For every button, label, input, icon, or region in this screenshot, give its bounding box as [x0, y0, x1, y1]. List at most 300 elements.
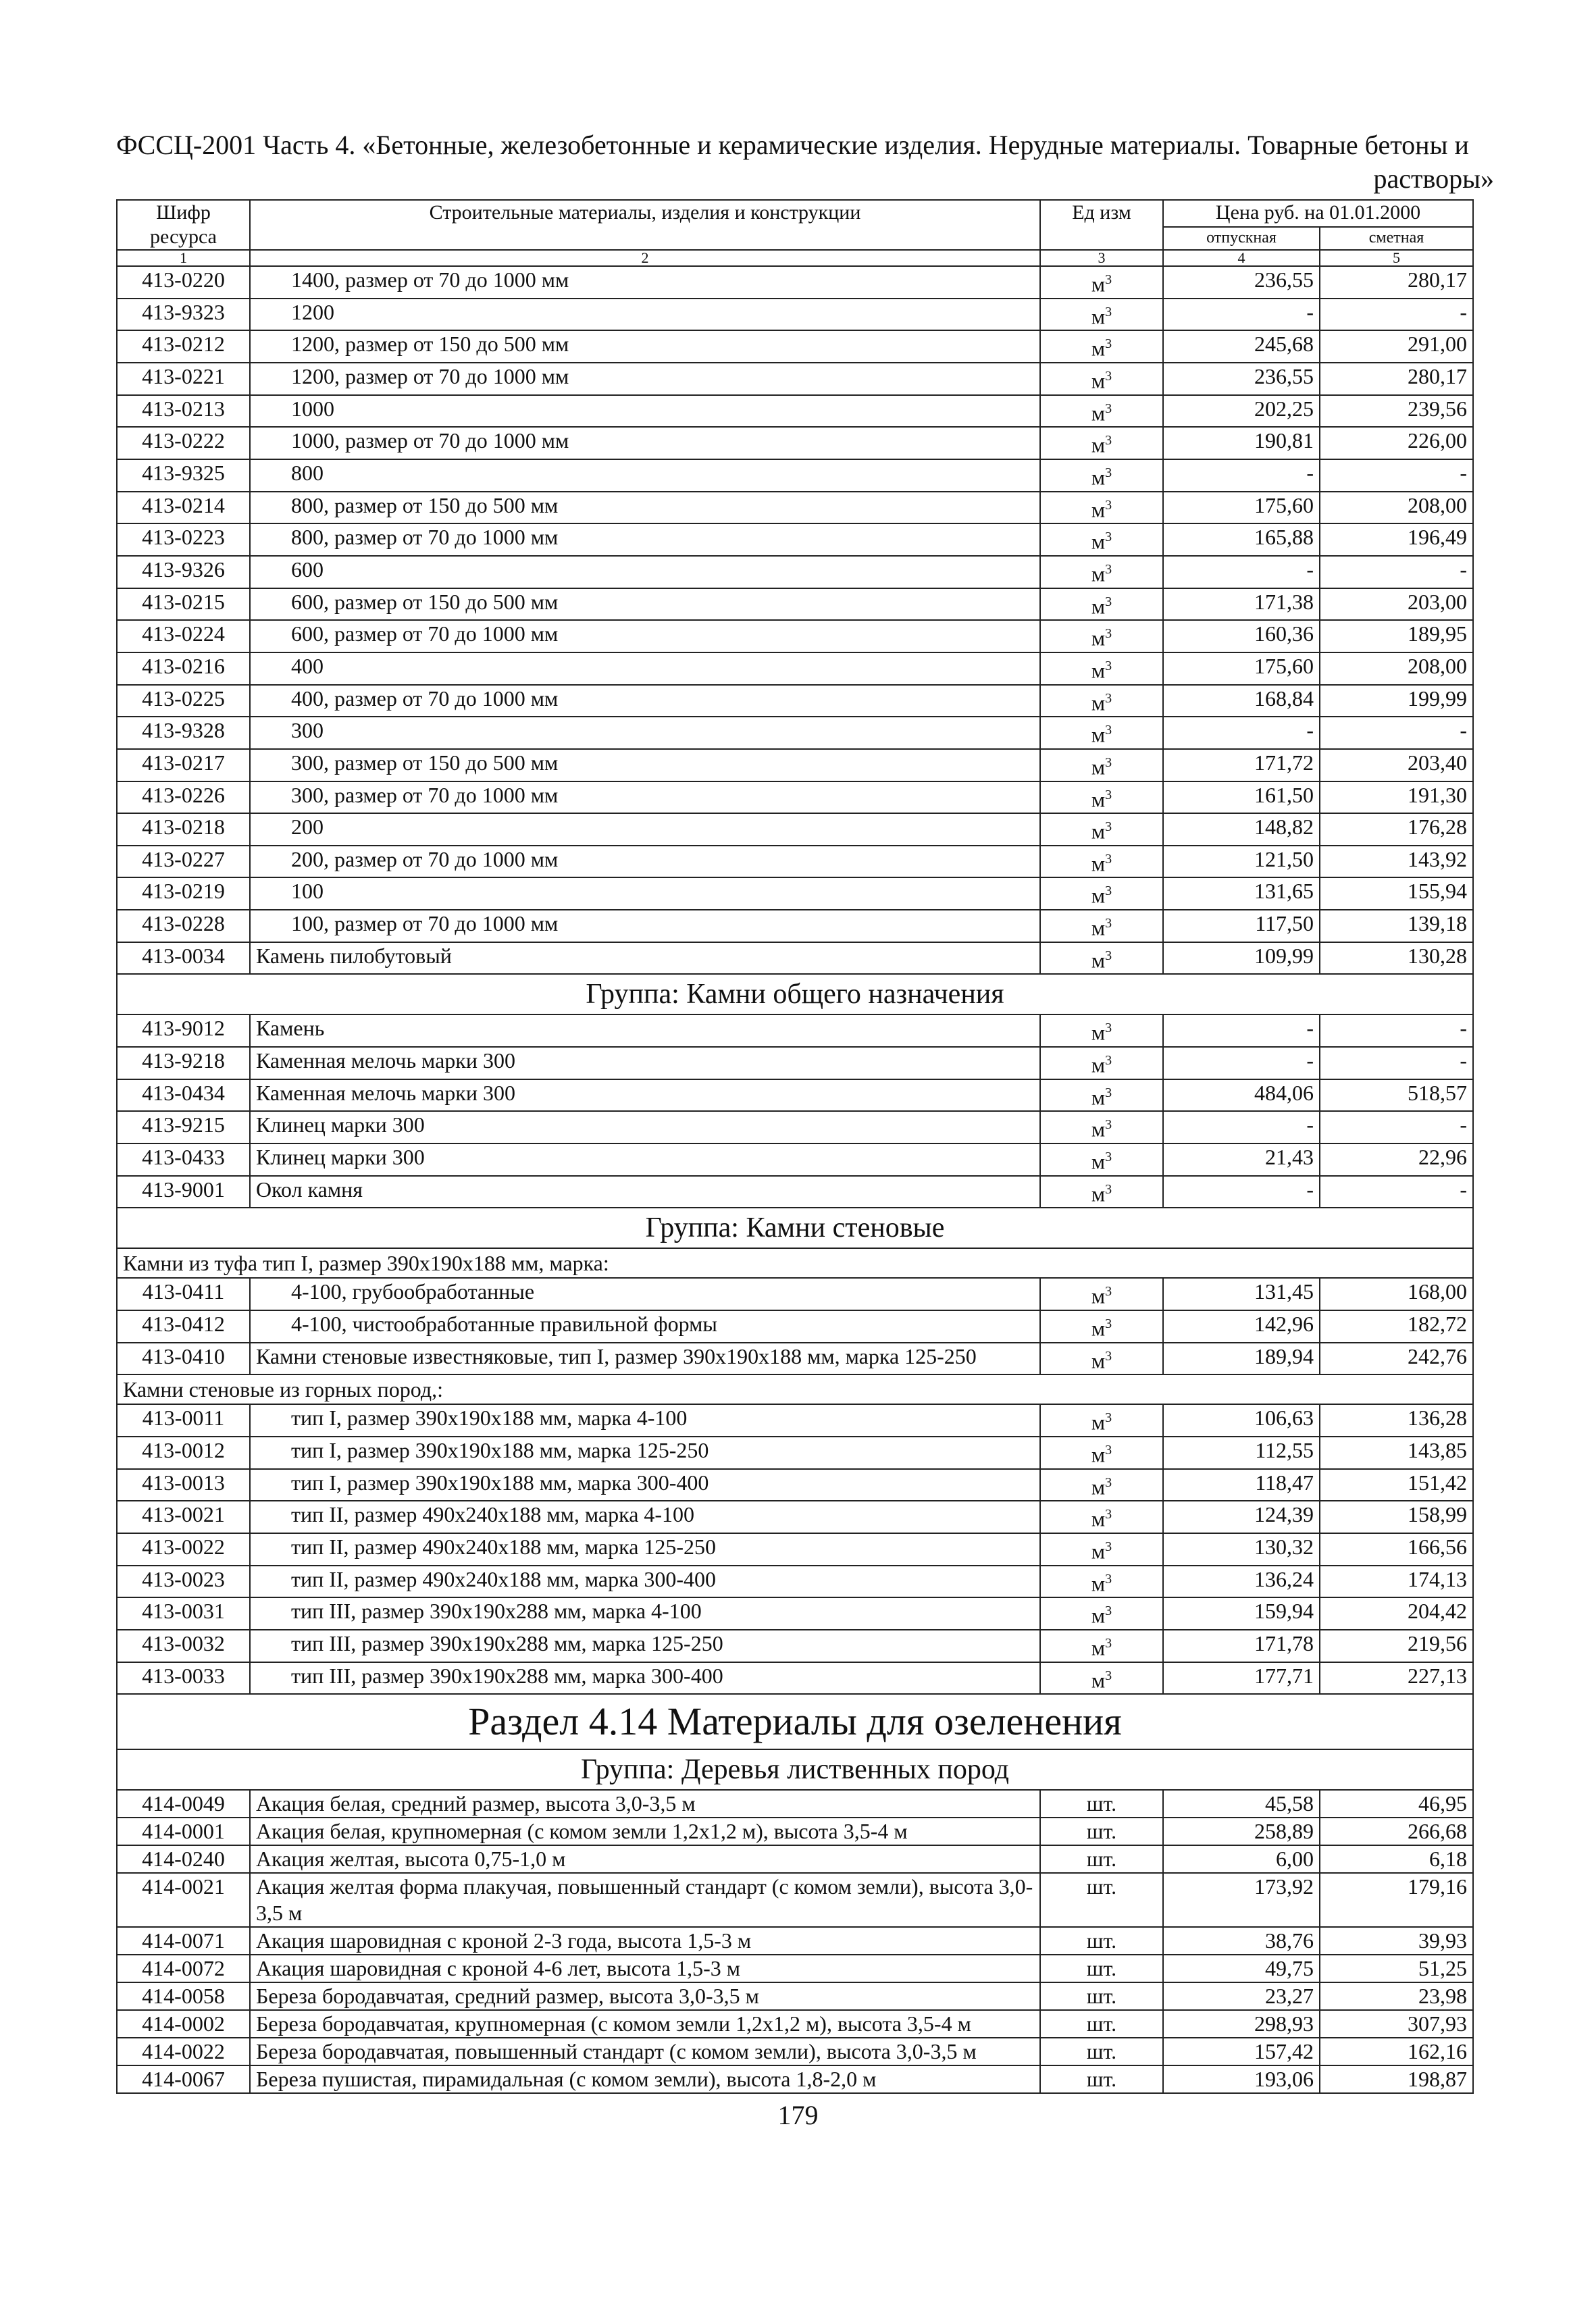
price-release: 157,42 — [1163, 2038, 1320, 2065]
unit-text: м — [1091, 851, 1106, 876]
unit-text: шт. — [1086, 1791, 1117, 1816]
table-body — [117, 266, 1473, 2093]
unit-text: м — [1091, 1316, 1106, 1341]
resource-code: 414-0058 — [117, 1982, 250, 2010]
unit-text: м — [1091, 594, 1106, 619]
price-release: 131,45 — [1163, 1278, 1320, 1310]
material-description: 1200, размер от 150 до 500 мм — [250, 330, 1040, 363]
col-header-unit: Ед изм — [1040, 200, 1163, 250]
unit-cell — [1040, 942, 1163, 975]
price-release: 6,00 — [1163, 1845, 1320, 1873]
unit-text: м — [1091, 529, 1106, 554]
resource-code: 413-0212 — [117, 330, 250, 363]
price-release: 189,94 — [1163, 1343, 1320, 1375]
price-estimate: 130,28 — [1320, 942, 1473, 975]
unit-exponent: 3 — [1105, 530, 1112, 545]
unit-exponent: 3 — [1105, 883, 1112, 899]
resource-code: 413-9326 — [117, 556, 250, 588]
price-estimate: 22,96 — [1320, 1143, 1473, 1176]
price-estimate: - — [1320, 459, 1473, 492]
price-release: 21,43 — [1163, 1143, 1320, 1176]
price-estimate: 291,00 — [1320, 330, 1473, 363]
price-estimate: 191,30 — [1320, 781, 1473, 814]
table-row — [117, 1818, 1473, 1845]
price-estimate: 168,00 — [1320, 1278, 1473, 1310]
unit-cell — [1040, 1982, 1163, 2010]
table-row — [117, 652, 1473, 685]
unit-text: шт. — [1086, 1819, 1117, 1844]
unit-cell — [1040, 1955, 1163, 1982]
resource-code: 413-0434 — [117, 1079, 250, 1112]
price-release: 23,27 — [1163, 1982, 1320, 2010]
unit-exponent: 3 — [1105, 1635, 1112, 1651]
table-row — [117, 1790, 1473, 1818]
material-description: 600, размер от 150 до 500 мм — [250, 588, 1040, 621]
resource-code: 413-0021 — [117, 1501, 250, 1533]
resource-code: 413-9218 — [117, 1047, 250, 1079]
table-row — [117, 1873, 1473, 1927]
unit-cell — [1040, 620, 1163, 652]
unit-text: м — [1091, 690, 1106, 715]
price-estimate: 199,99 — [1320, 685, 1473, 717]
resource-code: 413-9012 — [117, 1014, 250, 1047]
unit-text: м — [1091, 1668, 1106, 1693]
price-estimate: 39,93 — [1320, 1927, 1473, 1955]
material-description: Береза бородавчатая, средний размер, высота 3,0-3,5 м — [250, 1982, 1040, 2010]
table-row — [117, 1437, 1473, 1469]
col-header-price-estimate: сметная — [1320, 227, 1473, 250]
material-description: 4-100, грубообработанные — [250, 1278, 1040, 1310]
unit-text: м — [1091, 625, 1106, 650]
unit-text: м — [1091, 497, 1106, 522]
price-release: 160,36 — [1163, 620, 1320, 652]
page-number: 179 — [777, 2100, 819, 2130]
price-release: 161,50 — [1163, 781, 1320, 814]
price-release: 130,32 — [1163, 1533, 1320, 1566]
unit-text: м — [1091, 272, 1106, 297]
price-estimate: - — [1320, 1176, 1473, 1208]
unit-text: м — [1091, 915, 1106, 940]
unit-cell — [1040, 363, 1163, 395]
unit-exponent: 3 — [1105, 851, 1112, 867]
unit-cell — [1040, 749, 1163, 781]
material-description: 400, размер от 70 до 1000 мм — [250, 685, 1040, 717]
price-estimate: 198,87 — [1320, 2065, 1473, 2093]
price-release: 202,25 — [1163, 395, 1320, 428]
table-row — [117, 1310, 1473, 1343]
resource-code: 413-0034 — [117, 942, 250, 975]
price-estimate: 23,98 — [1320, 1982, 1473, 2010]
unit-text: м — [1091, 819, 1106, 844]
unit-cell — [1040, 330, 1163, 363]
resource-code: 413-0223 — [117, 523, 250, 556]
price-estimate: - — [1320, 1047, 1473, 1079]
price-estimate: 239,56 — [1320, 395, 1473, 428]
unit-exponent: 3 — [1105, 626, 1112, 642]
unit-cell — [1040, 1566, 1163, 1598]
price-estimate: 208,00 — [1320, 652, 1473, 685]
unit-exponent: 3 — [1105, 1443, 1112, 1458]
table-row — [117, 1982, 1473, 2010]
table-row — [117, 1955, 1473, 1982]
table-row — [117, 1597, 1473, 1630]
table-row — [117, 910, 1473, 942]
material-description: Акация белая, средний размер, высота 3,0-3,5 м — [250, 1790, 1040, 1818]
unit-cell — [1040, 717, 1163, 749]
unit-text: м — [1091, 1571, 1106, 1596]
price-release: 165,88 — [1163, 523, 1320, 556]
price-estimate: 182,72 — [1320, 1310, 1473, 1343]
table-row — [117, 1845, 1473, 1873]
unit-text: м — [1091, 722, 1106, 747]
unit-text: м — [1091, 465, 1106, 490]
table-row — [117, 1927, 1473, 1955]
unit-exponent: 3 — [1105, 1603, 1112, 1619]
resource-code: 413-9323 — [117, 299, 250, 331]
price-release: 193,06 — [1163, 2065, 1320, 2093]
unit-cell — [1040, 1469, 1163, 1501]
price-estimate: 143,92 — [1320, 846, 1473, 878]
group-row — [117, 1208, 1473, 1248]
table-row — [117, 363, 1473, 395]
unit-cell — [1040, 1014, 1163, 1047]
unit-cell — [1040, 492, 1163, 524]
unit-cell — [1040, 1630, 1163, 1662]
material-description: Каменная мелочь марки 300 — [250, 1047, 1040, 1079]
price-estimate: 162,16 — [1320, 2038, 1473, 2065]
unit-exponent: 3 — [1105, 1410, 1112, 1426]
price-estimate: - — [1320, 556, 1473, 588]
table-row — [117, 685, 1473, 717]
table-row — [117, 942, 1473, 975]
price-estimate: 518,57 — [1320, 1079, 1473, 1112]
unit-cell — [1040, 556, 1163, 588]
material-description: Камень пилобутовый — [250, 942, 1040, 975]
material-description: 800 — [250, 459, 1040, 492]
price-release: 171,72 — [1163, 749, 1320, 781]
unit-text: шт. — [1086, 1984, 1117, 2009]
col-header-price-release: отпускная — [1163, 227, 1320, 250]
price-release: - — [1163, 1047, 1320, 1079]
table-row — [117, 813, 1473, 846]
resource-code: 414-0067 — [117, 2065, 250, 2093]
price-estimate: - — [1320, 1111, 1473, 1143]
material-description: 400 — [250, 652, 1040, 685]
table-row — [117, 1111, 1473, 1143]
unit-cell — [1040, 459, 1163, 492]
resource-code: 413-9328 — [117, 717, 250, 749]
resource-code: 413-0227 — [117, 846, 250, 878]
header-title-line2: растворы» — [1373, 163, 1494, 194]
resource-code: 413-0412 — [117, 1310, 250, 1343]
price-estimate: 143,85 — [1320, 1437, 1473, 1469]
unit-text: шт. — [1086, 1874, 1117, 1899]
price-release: - — [1163, 717, 1320, 749]
table-row — [117, 1014, 1473, 1047]
price-release: 38,76 — [1163, 1927, 1320, 1955]
price-estimate: 242,76 — [1320, 1343, 1473, 1375]
material-description: 300, размер от 150 до 500 мм — [250, 749, 1040, 781]
subgroup-heading: Камни стеновые из горных пород,: — [117, 1374, 1473, 1404]
unit-exponent: 3 — [1105, 1150, 1112, 1165]
unit-text: м — [1091, 432, 1106, 457]
table-row — [117, 1176, 1473, 1208]
price-estimate: 280,17 — [1320, 363, 1473, 395]
group-row — [117, 1749, 1473, 1790]
unit-exponent: 3 — [1105, 948, 1112, 963]
unit-cell — [1040, 1662, 1163, 1695]
unit-exponent: 3 — [1105, 1539, 1112, 1554]
unit-text: м — [1091, 754, 1106, 779]
price-estimate: 151,42 — [1320, 1469, 1473, 1501]
resource-code: 413-0224 — [117, 620, 250, 652]
material-description: Акация белая, крупномерная (с комом земли 1,2x1,2 м), высота 3,5-4 м — [250, 1818, 1040, 1845]
price-release: 131,65 — [1163, 877, 1320, 910]
table-row — [117, 588, 1473, 621]
price-estimate: 219,56 — [1320, 1630, 1473, 1662]
unit-exponent: 3 — [1105, 497, 1112, 513]
price-release: 177,71 — [1163, 1662, 1320, 1695]
unit-text: шт. — [1086, 1956, 1117, 1981]
material-description: 100, размер от 70 до 1000 мм — [250, 910, 1040, 942]
price-release: - — [1163, 556, 1320, 588]
price-estimate: 307,93 — [1320, 2010, 1473, 2038]
unit-cell — [1040, 1111, 1163, 1143]
price-release: 190,81 — [1163, 427, 1320, 459]
price-estimate: 179,16 — [1320, 1873, 1473, 1927]
material-description: Каменная мелочь марки 300 — [250, 1079, 1040, 1112]
table-row — [117, 620, 1473, 652]
unit-exponent: 3 — [1105, 1021, 1112, 1036]
unit-text: м — [1091, 561, 1106, 586]
price-estimate: 227,13 — [1320, 1662, 1473, 1695]
unit-cell — [1040, 427, 1163, 459]
unit-exponent: 3 — [1105, 561, 1112, 577]
material-description: тип II, размер 490x240x188 мм, марка 4-100 — [250, 1501, 1040, 1533]
unit-exponent: 3 — [1105, 1181, 1112, 1197]
unit-text: м — [1091, 1348, 1106, 1373]
material-description: 1200, размер от 70 до 1000 мм — [250, 363, 1040, 395]
material-description: 600, размер от 70 до 1000 мм — [250, 620, 1040, 652]
price-release: 298,93 — [1163, 2010, 1320, 2038]
price-estimate: 280,17 — [1320, 266, 1473, 299]
material-description: Акация желтая форма плакучая, повышенный стандарт (с комом земли), высота 3,0-3,5 м — [250, 1873, 1040, 1927]
resource-code: 413-0410 — [117, 1343, 250, 1375]
unit-exponent: 3 — [1105, 787, 1112, 802]
unit-text: м — [1091, 658, 1106, 683]
unit-exponent: 3 — [1105, 1571, 1112, 1587]
price-estimate: 51,25 — [1320, 1955, 1473, 1982]
material-description: 200, размер от 70 до 1000 мм — [250, 846, 1040, 878]
price-table — [116, 199, 1474, 2094]
unit-cell — [1040, 2065, 1163, 2093]
table-row — [117, 1343, 1473, 1375]
unit-cell — [1040, 1597, 1163, 1630]
price-release: 171,38 — [1163, 588, 1320, 621]
group-heading: Группа: Деревья лиственных пород — [117, 1749, 1473, 1790]
unit-cell — [1040, 781, 1163, 814]
resource-code: 413-0213 — [117, 395, 250, 428]
subheading-row — [117, 1374, 1473, 1404]
material-description: тип III, размер 390x190x288 мм, марка 4-100 — [250, 1597, 1040, 1630]
resource-code: 413-0011 — [117, 1404, 250, 1437]
unit-exponent: 3 — [1105, 401, 1112, 416]
price-release: 236,55 — [1163, 363, 1320, 395]
price-release: 148,82 — [1163, 813, 1320, 846]
resource-code: 413-0216 — [117, 652, 250, 685]
price-release: 175,60 — [1163, 652, 1320, 685]
material-description: 1200 — [250, 299, 1040, 331]
table-row — [117, 877, 1473, 910]
material-description: 4-100, чистообработанные правильной формы — [250, 1310, 1040, 1343]
table-row — [117, 749, 1473, 781]
unit-exponent: 3 — [1105, 433, 1112, 448]
price-release: 112,55 — [1163, 1437, 1320, 1469]
unit-text: шт. — [1086, 2067, 1117, 2092]
unit-exponent: 3 — [1105, 819, 1112, 835]
unit-cell — [1040, 685, 1163, 717]
unit-cell — [1040, 1404, 1163, 1437]
resource-code: 414-0022 — [117, 2038, 250, 2065]
header-title-line1: ФССЦ-2001 Часть 4. «Бетонные, железобетонные и керамические изделия. Нерудные материалы. Товарные бетоны и — [116, 130, 1469, 160]
unit-exponent: 3 — [1105, 1284, 1112, 1300]
unit-cell — [1040, 910, 1163, 942]
unit-cell — [1040, 1790, 1163, 1818]
price-estimate: 176,28 — [1320, 813, 1473, 846]
material-description: Клинец марки 300 — [250, 1111, 1040, 1143]
unit-text: м — [1091, 304, 1106, 329]
price-estimate: - — [1320, 1014, 1473, 1047]
price-estimate: 139,18 — [1320, 910, 1473, 942]
unit-cell — [1040, 1047, 1163, 1079]
unit-cell — [1040, 2038, 1163, 2065]
material-description: тип I, размер 390x190x188 мм, марка 125-250 — [250, 1437, 1040, 1469]
price-release: 49,75 — [1163, 1955, 1320, 1982]
unit-text: шт. — [1086, 2011, 1117, 2036]
unit-text: м — [1091, 1284, 1106, 1309]
price-release: 484,06 — [1163, 1079, 1320, 1112]
price-release: 106,63 — [1163, 1404, 1320, 1437]
material-description: тип II, размер 490x240x188 мм, марка 300-400 — [250, 1566, 1040, 1598]
price-release: 136,24 — [1163, 1566, 1320, 1598]
material-description: 1400, размер от 70 до 1000 мм — [250, 266, 1040, 299]
unit-cell — [1040, 1533, 1163, 1566]
price-estimate: 174,13 — [1320, 1566, 1473, 1598]
col-header-price: Цена руб. на 01.01.2000 — [1163, 200, 1473, 227]
resource-code: 413-0226 — [117, 781, 250, 814]
unit-cell — [1040, 846, 1163, 878]
section-row — [117, 1694, 1473, 1749]
table-row — [117, 330, 1473, 363]
table-row — [117, 1533, 1473, 1566]
unit-exponent: 3 — [1105, 690, 1112, 706]
unit-cell — [1040, 1278, 1163, 1310]
unit-exponent: 3 — [1105, 916, 1112, 931]
table-row — [117, 459, 1473, 492]
price-release: 258,89 — [1163, 1818, 1320, 1845]
unit-cell — [1040, 1079, 1163, 1112]
unit-cell — [1040, 588, 1163, 621]
unit-exponent: 3 — [1105, 723, 1112, 738]
table-row — [117, 2065, 1473, 2093]
price-estimate: 203,00 — [1320, 588, 1473, 621]
col-number: 1 — [117, 250, 250, 266]
unit-text: м — [1091, 401, 1106, 426]
price-release: - — [1163, 459, 1320, 492]
unit-cell — [1040, 813, 1163, 846]
material-description: Клинец марки 300 — [250, 1143, 1040, 1176]
resource-code: 413-9325 — [117, 459, 250, 492]
unit-cell — [1040, 877, 1163, 910]
unit-text: м — [1091, 368, 1106, 393]
unit-exponent: 3 — [1105, 1507, 1112, 1522]
unit-cell — [1040, 1143, 1163, 1176]
resource-code: 413-0218 — [117, 813, 250, 846]
resource-code: 413-0217 — [117, 749, 250, 781]
unit-text: м — [1091, 1506, 1106, 1531]
unit-exponent: 3 — [1105, 1474, 1112, 1490]
material-description: Камень — [250, 1014, 1040, 1047]
price-release: 45,58 — [1163, 1790, 1320, 1818]
unit-text: м — [1091, 1474, 1106, 1499]
price-estimate: 136,28 — [1320, 1404, 1473, 1437]
table-row — [117, 1047, 1473, 1079]
material-description: 800, размер от 70 до 1000 мм — [250, 523, 1040, 556]
group-heading: Группа: Камни стеновые — [117, 1208, 1473, 1248]
unit-exponent: 3 — [1105, 754, 1112, 770]
resource-code: 414-0071 — [117, 1927, 250, 1955]
unit-cell — [1040, 266, 1163, 299]
table-row — [117, 1566, 1473, 1598]
table-row — [117, 427, 1473, 459]
resource-code: 413-9215 — [117, 1111, 250, 1143]
unit-cell — [1040, 1343, 1163, 1375]
price-estimate: - — [1320, 299, 1473, 331]
price-estimate: 155,94 — [1320, 877, 1473, 910]
material-description: тип I, размер 390x190x188 мм, марка 4-100 — [250, 1404, 1040, 1437]
unit-text: шт. — [1086, 2039, 1117, 2064]
unit-text: м — [1091, 1021, 1106, 1046]
material-description: 300, размер от 70 до 1000 мм — [250, 781, 1040, 814]
resource-code: 413-0031 — [117, 1597, 250, 1630]
resource-code: 414-0002 — [117, 2010, 250, 2038]
unit-text: м — [1091, 1635, 1106, 1660]
table-row — [117, 1469, 1473, 1501]
price-release: 142,96 — [1163, 1310, 1320, 1343]
unit-exponent: 3 — [1105, 336, 1112, 352]
group-row — [117, 974, 1473, 1014]
resource-code: 414-0001 — [117, 1818, 250, 1845]
unit-text: м — [1091, 1181, 1106, 1206]
material-description: Береза пушистая, пирамидальная (с комом земли), высота 1,8-2,0 м — [250, 2065, 1040, 2093]
material-description: 600 — [250, 556, 1040, 588]
resource-code: 414-0021 — [117, 1873, 250, 1927]
material-description: 800, размер от 150 до 500 мм — [250, 492, 1040, 524]
material-description: Береза бородавчатая, крупномерная (с комом земли 1,2x1,2 м), высота 3,5-4 м — [250, 2010, 1040, 2038]
price-estimate: 203,40 — [1320, 749, 1473, 781]
table-row — [117, 266, 1473, 299]
col-number: 4 — [1163, 250, 1320, 266]
price-estimate: 266,68 — [1320, 1818, 1473, 1845]
resource-code: 413-0023 — [117, 1566, 250, 1598]
price-release: 171,78 — [1163, 1630, 1320, 1662]
unit-exponent: 3 — [1105, 658, 1112, 673]
table-row — [117, 1501, 1473, 1533]
unit-text: м — [1091, 1085, 1106, 1110]
resource-code: 413-0433 — [117, 1143, 250, 1176]
page-header — [116, 128, 1494, 196]
resource-code: 413-0033 — [117, 1662, 250, 1695]
